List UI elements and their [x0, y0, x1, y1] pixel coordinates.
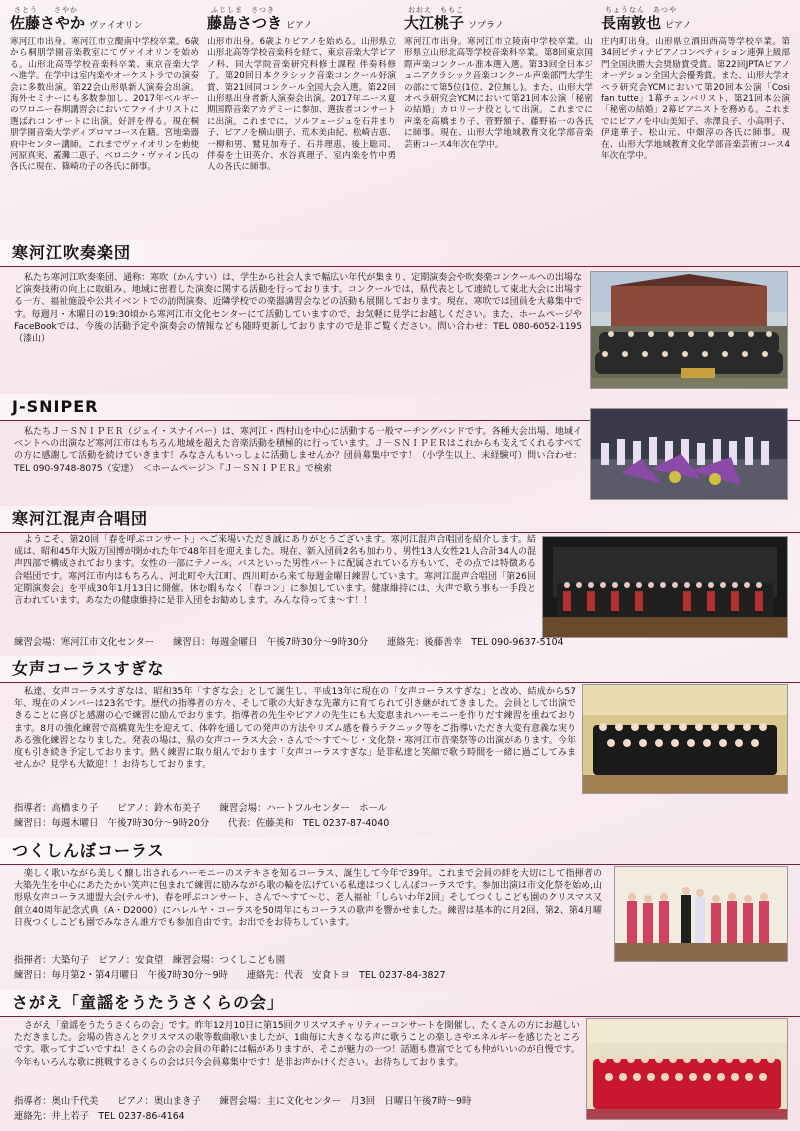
j-sniper-photo	[590, 408, 788, 500]
profile-bio: 寒河江市出身。寒河江市立陵南中学校卒業。山形県立山形北高等学校音楽科卒業。第8回東京国際声楽コンクール准本選入選。第33回全日本ジュニアクラシック音楽コンクール声楽部門大学生の部にて第5位(1位、2位無し)。また、山形大学オペラ研究会YCMにおいて第21回本公演「秘密の結婚」カロリーナ役として出演。これまでに声楽を高橋まり子、菅野額子、藤野祐一の各氏に師事。現在、山形大学地域教育文化学部音楽芸術コース4年次在学中。	[404, 37, 593, 150]
section-contact: 練習会場：寒河江市文化センター 練習日：毎週金曜日 午後7時30分～9時30分 連絡先：後藤善幸 TEL 090-9637-5104	[14, 637, 564, 648]
profile-oe	[400, 6, 597, 236]
profile-ruby: ちょうなん あつや	[605, 6, 677, 14]
profile-bio: 庄内町出身。山形県立酒田西高等学校卒業。第34回ピティナピアノコンペティション連弾上級部門全国決勝大会奨励賞受賞。第22回JPTAピアノオーデション全国大会優秀賞。また、山形大学オペラ研究会YCMにおいて第20回本公演「Cosi fan tutte」1幕チェンバリスト、第21回本公演「秘密の結婚」2幕ピアニストを務める。これまでにピアノを中山美知子、赤澤良子、小高明子、伊達華子、松山元、中畑淳の各氏に師事。現在、山形大学地域教育文化学部音楽芸術コース4年次在学中。	[601, 37, 790, 162]
section-body: 私達、女声コーラスすぎなは、昭和35年「すぎな会」として誕生し、平成13年に現在の「女声コーラスすぎな」と改め、結成から57年、現在のメンバーは23名です。歴代の指導者の方々、そして歌の大好きな先輩方に育てられて引き継がれてきました。会員として出演できることに喜びと感謝の心で練習に励んでおります。指導者の先生やピアノの先生にも大変恵まれハーモニーを作りだす練習を重ねております。8月の強化練習で高橋寛先生を迎えて、体幹を通しての発声の方法やリズム感を養うテクニック等をご指導いただき大変有意義な実りある強化練習となりました。発表の場は、県の女声コーラス大会・さんで～すて～じ・文化祭・寒河江市音楽祭等の出演があります。今年度も引き続き予定しております。熱く練習に取り組んでおります「女声コーラスすぎな」是非私達と笑顔で歌う時間を一緒に過ごしてみませんか？見学も大歓迎！！お待ちしております。	[14, 687, 576, 771]
section-body: 私たちＪ－ＳＮＩＰＥＲ（ジェイ・スナイパー）は、寒河江・西村山を中心に活動する一般マーチングバンドです。各種大会出場、地域イベントへの出演など寒河江市はもちろん地域を超えた音楽活動を積極的に行っています。Ｊ－ＳＮＩＰＥＲはこれからも支えてくれるすべての方に感謝して活動を続けていきます！みなさんもいっしょに活動しませんか？団員募集中です！（小学生以上、未経験可）問い合わせ：TEL 090-9748-8075（安達） ＜ホームページ＞『Ｊ－ＳＮＩＰＥＲ』で検索	[14, 427, 582, 474]
profile-role: ピアノ	[286, 21, 313, 31]
profile-ruby: さとう さやか	[14, 6, 78, 14]
sakura-no-kai-photo	[586, 1018, 788, 1120]
brass-band-photo	[590, 271, 788, 389]
profile-ruby: おおえ ももこ	[408, 6, 464, 14]
sugina-photo	[582, 684, 788, 794]
sugina-photo-art	[583, 685, 787, 793]
tsukushinbo-photo	[614, 866, 788, 962]
j-sniper-photo-art	[591, 409, 787, 499]
section-title: つくしんぼコーラス	[0, 838, 800, 865]
section-body: 私たち寒河江吹奏楽団、通称：寒吹（かんすい）は、学生から社会人まで幅広い年代が集まり、定期演奏会や吹奏楽コンクールへの出場など演奏技術の向上に取組み、地域に密着した演奏に関する活動を行っております。コンクールでは、県代表として連続して東北大会に出場する一方、福祉施設や公共イベントでの訪問演奏、近隣学校での楽器講習会などの活動も展開しております。現在、寒吹では団員を大募集中です。毎週月・木曜日の19:30頃から寒河江市文化センターにて活動していますので、お気軽に見学にお越しください。また、ホームページやFaceBookでは、今後の活動予定や演奏会の情報なども随時更新しておりますので是非ご覧ください。問い合わせ：TEL 080-6052-1195（漆山）	[14, 273, 582, 345]
profile-name-text: 長南敦也	[601, 14, 662, 32]
sakura-no-kai-photo-art	[587, 1019, 787, 1119]
profile-bio: 寒河江市出身。寒河江市立醍南中学校卒業。6歳から桐朋学園音楽教室にてヴァイオリンを始める。山形北高等学校音楽科卒業、東京音楽大学へ進学。在学中は室内楽やオーケストラでの演奏会に多数出演。第22会山形県新人演奏会出演。海外セミナーにも多数参加し、2017年ベルギーのワロニー春期講習会においてファイナリストに選ばれコンサートに出演。好評を得る。現在桐朋学園音楽大学ディプロマコース在籍。宮地楽器府中センター講師。これまでヴァイオリンを勅使河原真実、蓋灘二恵子、ベロニク・ヴァイン氏の各氏に現在、篠崎功子の各氏に師事。	[10, 37, 199, 173]
section-brass-band	[0, 240, 800, 390]
mixed-choir-photo	[542, 536, 788, 638]
section-body: ようこそ、第20回「春を呼ぶコンサート」へご来場いただき誠にありがとうございます。寒河江混声合唱団を紹介します。結成は、昭和45年大阪万国博が開かれた年で48年目を迎えました。現在、新入団員2名も加わり、男性13人女性21人合計34人の混声四部で構成されております。女性の一部にテノール、バスといった男性パートに配属されている方もいて、その点では特徴ある合唱団です。寒河江市内はもちろん、河北町や大江町、西川町から来て毎週金曜日練習しています。寒河江混声合唱団「第26回定期演奏会」を平成30年1月13日に開催。休む暇もなく「春コン」に参加しています。健康維持には、大声で歌う事も一手段と言われています。あなたの健康維持に是非入団をお勧めします。みんな待ってま～す！！	[14, 535, 536, 607]
profile-role: ピアノ	[665, 21, 692, 31]
profile-sato	[6, 6, 203, 236]
section-contact-1: 指導者：高橋まり子 ピアノ：鈴木布美子 練習会場：ハートフルセンター ホール	[14, 803, 388, 814]
section-title: J-SNIPER	[0, 394, 800, 421]
profile-name	[10, 15, 199, 35]
mixed-choir-photo-art	[543, 537, 787, 637]
section-contact-2: 連絡先：井上若子 TEL 0237-86-4164	[14, 1111, 185, 1122]
performer-profiles	[6, 6, 794, 236]
profile-name-text: 佐藤さやか	[10, 14, 86, 32]
profile-name	[404, 15, 593, 35]
section-body: 楽しく歌いながら美しく醸し出されるハーモニーのステキさを知るコーラス、誕生して今年で39年。これまで会員の絆を大切にして指揮者の大築先生を中心にあたたかい笑声に包まれて練習に励みながら歌の輪を広げている私達はつくしんぼコーラスです。参加出演は市文化祭を始め,山形県女声コーラス連盟大会(テルサ)、春を呼ぶコンサート、さんで～すて～じ、老人福祉「しらいわ年2回」そしてつくしこども園のクリスマス又創立40周年記念式典（A・D2000）にハレルヤ・コーラスを50周年にもコーラスの歌声を響かせました。練習は基本的に月2回、第2、第4月曜日夜つくしこども園でみなさん誰方でも参加自由です。お出でをお待ちしています。	[14, 869, 602, 928]
section-title: 寒河江混声合唱団	[0, 506, 800, 533]
profile-name-text: 藤島さつき	[207, 14, 283, 32]
profile-role: ソプラノ	[468, 21, 504, 31]
section-sakura-no-kai	[0, 990, 800, 1131]
profile-ruby: ふじしま さつき	[211, 6, 275, 14]
profile-chonan	[597, 6, 794, 236]
section-title: 女声コーラスすぎな	[0, 656, 800, 683]
section-contact-1: 指揮者：大築句子 ピアノ：安食望 練習会場：つくしこども園	[14, 955, 286, 966]
brass-band-photo-art	[591, 272, 787, 388]
profile-bio: 山形市出身。6歳よりピアノを始める。山形県立山形北高等学校音楽科を経て、東京音楽大学ピアノ科、同大学院音楽研究科修士課程 伴奏科修了。第20回日本クラシック音楽コンクール好演賞、第21回同コンクール全国大会入選。第22回山形県出身者新人演奏会出演。2017年ニース夏期国際音楽アカデミーに参加、選抜者コンサートに出演。これまでに、ソルフェージュを石井まり子、ピアノを横山朋子、荒木美由紀、松崎吉恵、一柳和男、鷲見加寿子、石井理恵、後上聡司、伴奏を土田英介、水谷真理子、室内楽を竹中勇人の各氏に師事。	[207, 37, 396, 173]
profile-name	[601, 15, 790, 35]
profile-name-text: 大江桃子	[404, 14, 465, 32]
section-tsukushinbo	[0, 838, 800, 988]
section-title: さがえ「童謡をうたうさくらの会」	[0, 990, 800, 1017]
section-mixed-choir	[0, 506, 800, 652]
profile-fujishima	[203, 6, 400, 236]
profile-role: ヴァイオリン	[89, 21, 143, 31]
section-sugina	[0, 656, 800, 834]
section-contact-1: 指導者：奥山千代美 ピアノ：奥山まき子 練習会場：主に文化センター 月3回 日曜日午後7時～9時	[14, 1096, 472, 1107]
section-contact-2: 練習日：毎週木曜日 午後7時30分～9時20分 代表：佐藤美和 TEL 0237-87-4040	[14, 818, 390, 829]
tsukushinbo-photo-art	[615, 867, 787, 961]
section-title: 寒河江吹奏楽団	[0, 240, 800, 267]
profile-name	[207, 15, 396, 35]
section-contact-2: 練習日：毎月第2・第4月曜日 午後7時30分～9時 連絡先：代表 安食トヨ TEL 0237-84-3827	[14, 970, 446, 981]
section-body: さがえ「童謡をうたうさくらの会」です。昨年12月10日に第15回クリスマスチャリティーコンサートを開催し、たくさんの方にお越しいただきました。会場の皆さんとクリスマスの歌等数曲歌いましたが、1曲毎に大きくなる声に歌うことの楽しさやエネルギーを感じたところです。歌ってすごいですね！さくらの会の会員の年齢には幅がありますが、そこが魅力の一つ！話題も豊富でとても仲がいいのが自慢です。今年もいろんな歌に挑戦するさくらの会は只今会員募集中です！是非お声かけください。お待ちしております。	[14, 1021, 580, 1068]
section-j-sniper	[0, 394, 800, 500]
